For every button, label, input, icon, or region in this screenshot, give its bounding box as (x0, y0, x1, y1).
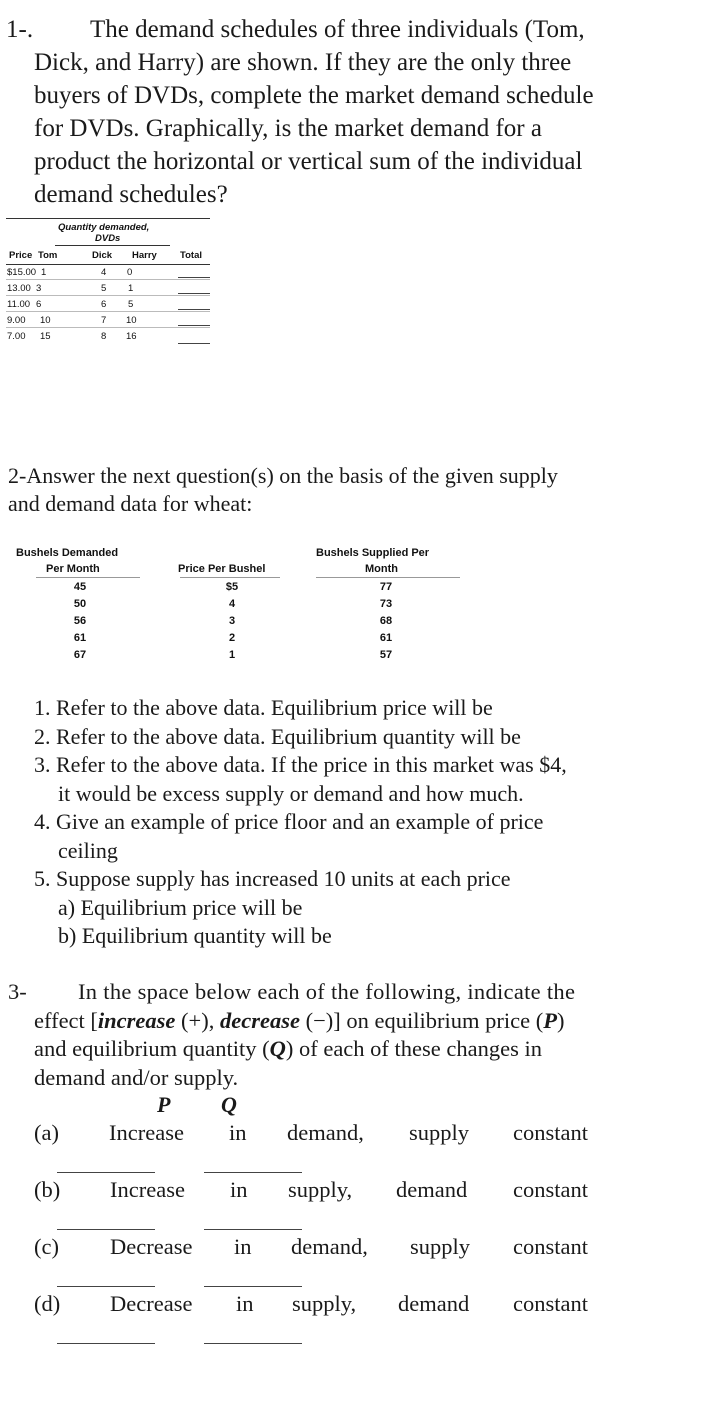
dvd-demand-table (0, 212, 215, 352)
col-demanded-header-2: Per Month (46, 563, 100, 575)
col-supplied-header: Bushels Supplied Per (316, 547, 430, 559)
question-3-line (34, 1035, 542, 1064)
total-blank[interactable] (178, 309, 210, 310)
question-2-intro (8, 462, 558, 518)
item-label: (b) (34, 1177, 61, 1202)
cell-harry: 10 (126, 315, 137, 326)
item-direction: Decrease (110, 1291, 193, 1316)
item-other: supply (410, 1234, 471, 1259)
q3-item-d (0, 1291, 708, 1321)
question-3-line (34, 1007, 564, 1036)
group-rule (55, 245, 170, 246)
header-rule (36, 577, 140, 578)
header-rule (180, 577, 280, 578)
item-what: supply, (292, 1291, 357, 1316)
header-rule (316, 577, 460, 578)
cell-dick: 7 (101, 315, 107, 326)
col-demanded-header: Bushels Demanded (16, 547, 119, 559)
header-tom: Tom (38, 250, 58, 261)
cell-demanded: 56 (73, 615, 87, 627)
item-direction: Increase (109, 1120, 184, 1145)
cell-tom: 1 (41, 267, 47, 278)
cell-harry: 1 (128, 283, 134, 294)
question-2-line: 2-Answer the next question(s) on the basis of the given supply (8, 463, 558, 488)
cell-price: 13.00 (7, 283, 31, 294)
var-p: P (543, 1007, 557, 1033)
answer-p-blank[interactable] (57, 1343, 155, 1344)
question-3-line: In the space below each of the following, indicate the (78, 979, 576, 1004)
item-label: (c) (34, 1234, 59, 1259)
cell-demanded: 67 (73, 649, 87, 661)
item-label: (d) (34, 1291, 61, 1316)
question-3 (0, 978, 708, 1098)
group-header: Quantity demanded, (58, 222, 150, 233)
question-1-line: for DVDs. Graphically, is the market demand for a (34, 115, 542, 142)
item-in: in (230, 1177, 248, 1202)
item-label: (a) (34, 1120, 59, 1145)
total-blank[interactable] (178, 343, 210, 344)
list-item: b) Equilibrium quantity will be (58, 923, 332, 948)
list-item: 5. Suppose supply has increased 10 units at each price (34, 866, 511, 891)
header-total: Total (180, 250, 202, 261)
text: ) of each of these changes in (285, 1036, 542, 1061)
list-item: 1. Refer to the above data. Equilibrium price will be (34, 695, 493, 720)
q3-item-a (0, 1120, 708, 1150)
text: (+), (175, 1007, 220, 1033)
header-harry: Harry (132, 250, 157, 261)
col-q-label: Q (221, 1092, 237, 1117)
cell-supplied: 57 (379, 649, 393, 661)
q3-item-c (0, 1234, 708, 1264)
answer-q-blank[interactable] (204, 1343, 302, 1344)
answer-q-blank[interactable] (204, 1286, 302, 1287)
cell-supplied: 73 (379, 598, 393, 610)
text: (−)] on equilibrium price ( (299, 1007, 544, 1033)
text: and equilibrium quantity ( (34, 1036, 270, 1061)
answer-p-blank[interactable] (57, 1229, 155, 1230)
item-tail: constant (513, 1291, 588, 1316)
cell-price: $15.00 (7, 267, 37, 278)
group-subheader: DVDs (95, 233, 121, 244)
question-1-line: product the horizontal or vertical sum of the individual (34, 148, 583, 175)
list-item: a) Equilibrium price will be (58, 894, 303, 920)
item-what: demand, (291, 1234, 368, 1259)
question-1-number: 1-. (6, 16, 34, 43)
cell-tom: 15 (40, 331, 51, 342)
cell-demanded: 61 (73, 632, 87, 644)
item-other: supply (409, 1120, 470, 1145)
total-blank[interactable] (178, 293, 210, 294)
header-price: Price (9, 250, 33, 261)
cell-dick: 4 (101, 267, 107, 278)
text-increase: increase (97, 1007, 176, 1033)
question-1-line: Dick, and Harry) are shown. If they are the only three (34, 49, 572, 76)
cell-price: 2 (228, 632, 236, 644)
table-top-rule (6, 218, 210, 219)
header-rule (6, 264, 210, 265)
item-in: in (229, 1120, 247, 1145)
item-what: demand, (287, 1120, 364, 1145)
question-2-items (0, 694, 708, 954)
question-3-number: 3- (8, 979, 27, 1004)
cell-demanded: 50 (73, 598, 87, 610)
var-q: Q (269, 1036, 286, 1061)
item-in: in (236, 1291, 254, 1316)
question-1-line: The demand schedules of three individuals (Tom, (90, 16, 585, 43)
row-rule (6, 279, 210, 280)
list-item: 3. Refer to the above data. If the price in this market was $4, (34, 752, 567, 777)
cell-dick: 8 (101, 331, 107, 342)
list-item: it would be excess supply or demand and how much. (58, 780, 524, 806)
cell-tom: 10 (40, 315, 51, 326)
cell-price: 1 (228, 649, 236, 661)
list-item: 4. Give an example of price floor and an example of price (34, 809, 544, 834)
question-1-line: demand schedules? (34, 181, 228, 208)
question-1-line: buyers of DVDs, complete the market demand schedule (34, 82, 594, 109)
question-3-line: demand and/or supply. (34, 1064, 239, 1090)
wheat-data-table (0, 545, 470, 665)
row-rule (6, 311, 210, 312)
item-tail: constant (513, 1234, 588, 1259)
answer-q-blank[interactable] (204, 1172, 302, 1173)
item-tail: constant (513, 1120, 588, 1145)
cell-harry: 0 (127, 267, 133, 278)
cell-price: 3 (228, 615, 236, 627)
answer-p-blank[interactable] (57, 1286, 155, 1287)
item-direction: Decrease (110, 1234, 193, 1259)
cell-price: 7.00 (7, 331, 26, 342)
q3-item-b (0, 1177, 708, 1207)
item-tail: constant (513, 1177, 588, 1202)
cell-dick: 6 (101, 299, 107, 310)
text-decrease: decrease (219, 1007, 300, 1033)
list-item: ceiling (58, 837, 118, 863)
col-supplied-header-2: Month (365, 563, 398, 575)
text: ) (556, 1007, 565, 1033)
item-what: supply, (288, 1177, 353, 1202)
question-2-line: and demand data for wheat: (8, 491, 253, 516)
cell-dick: 5 (101, 283, 107, 294)
cell-harry: 5 (128, 299, 134, 310)
row-rule (6, 295, 210, 296)
cell-tom: 3 (36, 283, 42, 294)
cell-supplied: 68 (379, 615, 393, 627)
answer-p-blank[interactable] (57, 1172, 155, 1173)
item-other: demand (396, 1177, 468, 1202)
cell-tom: 6 (36, 299, 42, 310)
row-rule (6, 327, 210, 328)
cell-demanded: 45 (73, 581, 87, 593)
cell-supplied: 77 (379, 581, 393, 593)
item-other: demand (398, 1291, 470, 1316)
cell-price: $5 (225, 581, 239, 593)
answer-q-blank[interactable] (204, 1229, 302, 1230)
item-direction: Increase (110, 1177, 185, 1202)
text: effect [ (34, 1007, 98, 1033)
cell-supplied: 61 (379, 632, 393, 644)
total-blank[interactable] (178, 325, 210, 326)
list-item: 2. Refer to the above data. Equilibrium quantity will be (34, 723, 521, 749)
header-dick: Dick (92, 250, 113, 261)
cell-price: 11.00 (7, 299, 31, 310)
col-p-label: P (157, 1092, 171, 1117)
col-price-header: Price Per Bushel (178, 563, 266, 575)
cell-price: 9.00 (7, 315, 26, 326)
cell-price: 4 (228, 598, 236, 610)
total-blank[interactable] (178, 277, 210, 278)
item-in: in (234, 1234, 252, 1259)
cell-harry: 16 (126, 331, 137, 342)
